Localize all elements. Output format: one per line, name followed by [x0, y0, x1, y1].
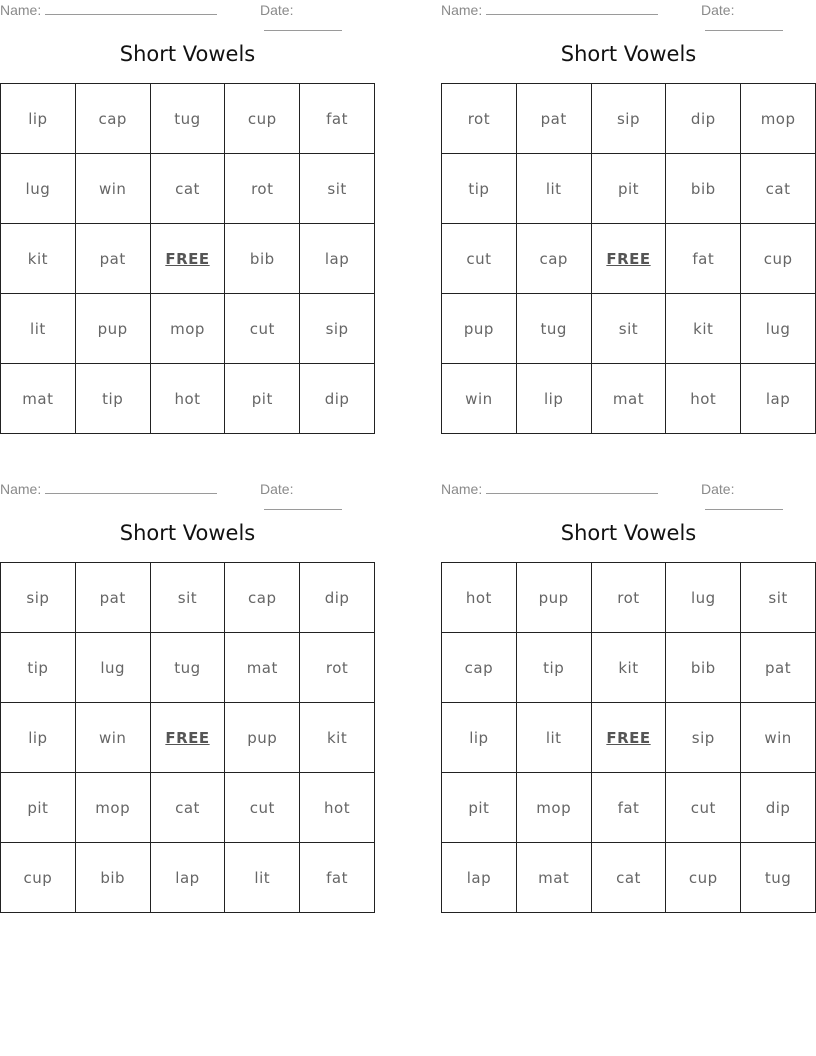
date-blank-line: [705, 18, 783, 31]
card-title: Short Vowels: [119, 521, 256, 545]
bingo-cell: fat: [300, 84, 375, 154]
bingo-cell: lug: [1, 154, 76, 224]
date-blank-line: [264, 18, 342, 31]
bingo-cell: win: [76, 703, 151, 773]
name-field: [441, 481, 658, 497]
bingo-cell: rot: [442, 84, 517, 154]
date-label: Date:: [701, 2, 735, 18]
bingo-cell: hot: [442, 563, 517, 633]
bingo-grid: [0, 83, 375, 434]
date-label: Date:: [260, 2, 294, 18]
card-title: Short Vowels: [119, 42, 256, 66]
bingo-cell: dip: [300, 364, 375, 434]
bingo-cell: tip: [517, 633, 592, 703]
bingo-cell: lug: [741, 294, 816, 364]
bingo-cell: cut: [225, 773, 300, 843]
name-label: Name:: [441, 481, 483, 497]
name-blank-line: [486, 2, 658, 15]
bingo-cell: cup: [741, 224, 816, 294]
bingo-cell: pat: [517, 84, 592, 154]
bingo-cell: lit: [517, 703, 592, 773]
free-space: FREE: [151, 224, 226, 294]
bingo-cell: pup: [76, 294, 151, 364]
bingo-cell: sit: [300, 154, 375, 224]
card-header: [0, 481, 375, 499]
date-blank-line: [705, 497, 783, 510]
bingo-cell: sip: [592, 84, 667, 154]
bingo-cell: fat: [300, 843, 375, 913]
bingo-cell: bib: [666, 154, 741, 224]
bingo-cell: mop: [76, 773, 151, 843]
card-title: Short Vowels: [560, 521, 697, 545]
bingo-cell: mat: [517, 843, 592, 913]
free-space: FREE: [151, 703, 226, 773]
name-field: [0, 481, 217, 497]
bingo-cell: pup: [225, 703, 300, 773]
bingo-cell: win: [741, 703, 816, 773]
bingo-grid: [0, 562, 375, 913]
bingo-cell: pit: [592, 154, 667, 224]
bingo-cell: cut: [225, 294, 300, 364]
name-field: [441, 2, 658, 18]
bingo-cell: tug: [741, 843, 816, 913]
bingo-cell: cut: [666, 773, 741, 843]
bingo-cell: lit: [1, 294, 76, 364]
bingo-cell: cap: [442, 633, 517, 703]
bingo-cell: cap: [76, 84, 151, 154]
date-blank-line: [264, 497, 342, 510]
card-header: [441, 481, 816, 499]
bingo-cell: lap: [151, 843, 226, 913]
bingo-cell: mat: [1, 364, 76, 434]
bingo-cell: lug: [666, 563, 741, 633]
bingo-cell: sip: [666, 703, 741, 773]
bingo-cell: pat: [76, 563, 151, 633]
bingo-cell: mop: [517, 773, 592, 843]
bingo-cell: mop: [151, 294, 226, 364]
bingo-cell: tug: [517, 294, 592, 364]
free-space: FREE: [592, 703, 667, 773]
name-blank-line: [486, 481, 658, 494]
bingo-cell: bib: [76, 843, 151, 913]
bingo-cell: hot: [151, 364, 226, 434]
bingo-cell: pup: [517, 563, 592, 633]
bingo-cell: fat: [666, 224, 741, 294]
bingo-cell: dip: [741, 773, 816, 843]
bingo-cell: lit: [517, 154, 592, 224]
bingo-cell: rot: [225, 154, 300, 224]
bingo-grid: [441, 562, 816, 913]
name-field: [0, 2, 217, 18]
bingo-cell: tip: [76, 364, 151, 434]
bingo-cell: mat: [592, 364, 667, 434]
bingo-cell: cut: [442, 224, 517, 294]
bingo-cell: lap: [300, 224, 375, 294]
bingo-card-3: [0, 479, 375, 914]
date-field: [260, 481, 375, 513]
bingo-cell: tug: [151, 84, 226, 154]
name-blank-line: [45, 481, 217, 494]
bingo-cell: hot: [300, 773, 375, 843]
free-space: FREE: [592, 224, 667, 294]
bingo-cell: fat: [592, 773, 667, 843]
bingo-cell: bib: [225, 224, 300, 294]
bingo-cell: pit: [442, 773, 517, 843]
bingo-cell: pat: [741, 633, 816, 703]
name-label: Name:: [0, 481, 42, 497]
bingo-cell: sit: [592, 294, 667, 364]
bingo-cell: lip: [1, 703, 76, 773]
bingo-cell: cat: [741, 154, 816, 224]
bingo-cell: cat: [592, 843, 667, 913]
bingo-cell: tip: [442, 154, 517, 224]
bingo-cell: win: [76, 154, 151, 224]
bingo-cell: rot: [300, 633, 375, 703]
bingo-cell: lip: [442, 703, 517, 773]
bingo-cell: mop: [741, 84, 816, 154]
bingo-cell: lip: [1, 84, 76, 154]
name-label: Name:: [441, 2, 483, 18]
bingo-cell: kit: [300, 703, 375, 773]
date-label: Date:: [260, 481, 294, 497]
date-field: [701, 481, 816, 513]
bingo-card-4: [441, 479, 816, 914]
bingo-cell: cat: [151, 154, 226, 224]
bingo-cell: cat: [151, 773, 226, 843]
bingo-cell: cup: [666, 843, 741, 913]
bingo-cell: kit: [666, 294, 741, 364]
bingo-card-2: [441, 0, 816, 435]
bingo-cell: tip: [1, 633, 76, 703]
bingo-cell: sip: [1, 563, 76, 633]
bingo-cell: cap: [225, 563, 300, 633]
bingo-cell: hot: [666, 364, 741, 434]
card-title: Short Vowels: [560, 42, 697, 66]
bingo-cell: lap: [442, 843, 517, 913]
bingo-cell: sip: [300, 294, 375, 364]
bingo-cell: pat: [76, 224, 151, 294]
bingo-cell: mat: [225, 633, 300, 703]
bingo-card-1: [0, 0, 375, 435]
bingo-cell: kit: [592, 633, 667, 703]
bingo-cell: cap: [517, 224, 592, 294]
name-blank-line: [45, 2, 217, 15]
bingo-cell: lit: [225, 843, 300, 913]
bingo-cell: rot: [592, 563, 667, 633]
bingo-grid: [441, 83, 816, 434]
date-label: Date:: [701, 481, 735, 497]
card-header: [0, 2, 375, 20]
bingo-cell: pit: [225, 364, 300, 434]
bingo-cell: lip: [517, 364, 592, 434]
bingo-cell: win: [442, 364, 517, 434]
bingo-cell: lap: [741, 364, 816, 434]
bingo-cell: pup: [442, 294, 517, 364]
card-header: [441, 2, 816, 20]
bingo-cell: sit: [151, 563, 226, 633]
date-field: [260, 2, 375, 34]
bingo-cell: cup: [225, 84, 300, 154]
bingo-cell: pit: [1, 773, 76, 843]
bingo-cell: kit: [1, 224, 76, 294]
bingo-cell: tug: [151, 633, 226, 703]
bingo-cell: sit: [741, 563, 816, 633]
bingo-cell: dip: [666, 84, 741, 154]
bingo-cell: bib: [666, 633, 741, 703]
name-label: Name:: [0, 2, 42, 18]
date-field: [701, 2, 816, 34]
bingo-cell: cup: [1, 843, 76, 913]
bingo-cell: dip: [300, 563, 375, 633]
bingo-cell: lug: [76, 633, 151, 703]
